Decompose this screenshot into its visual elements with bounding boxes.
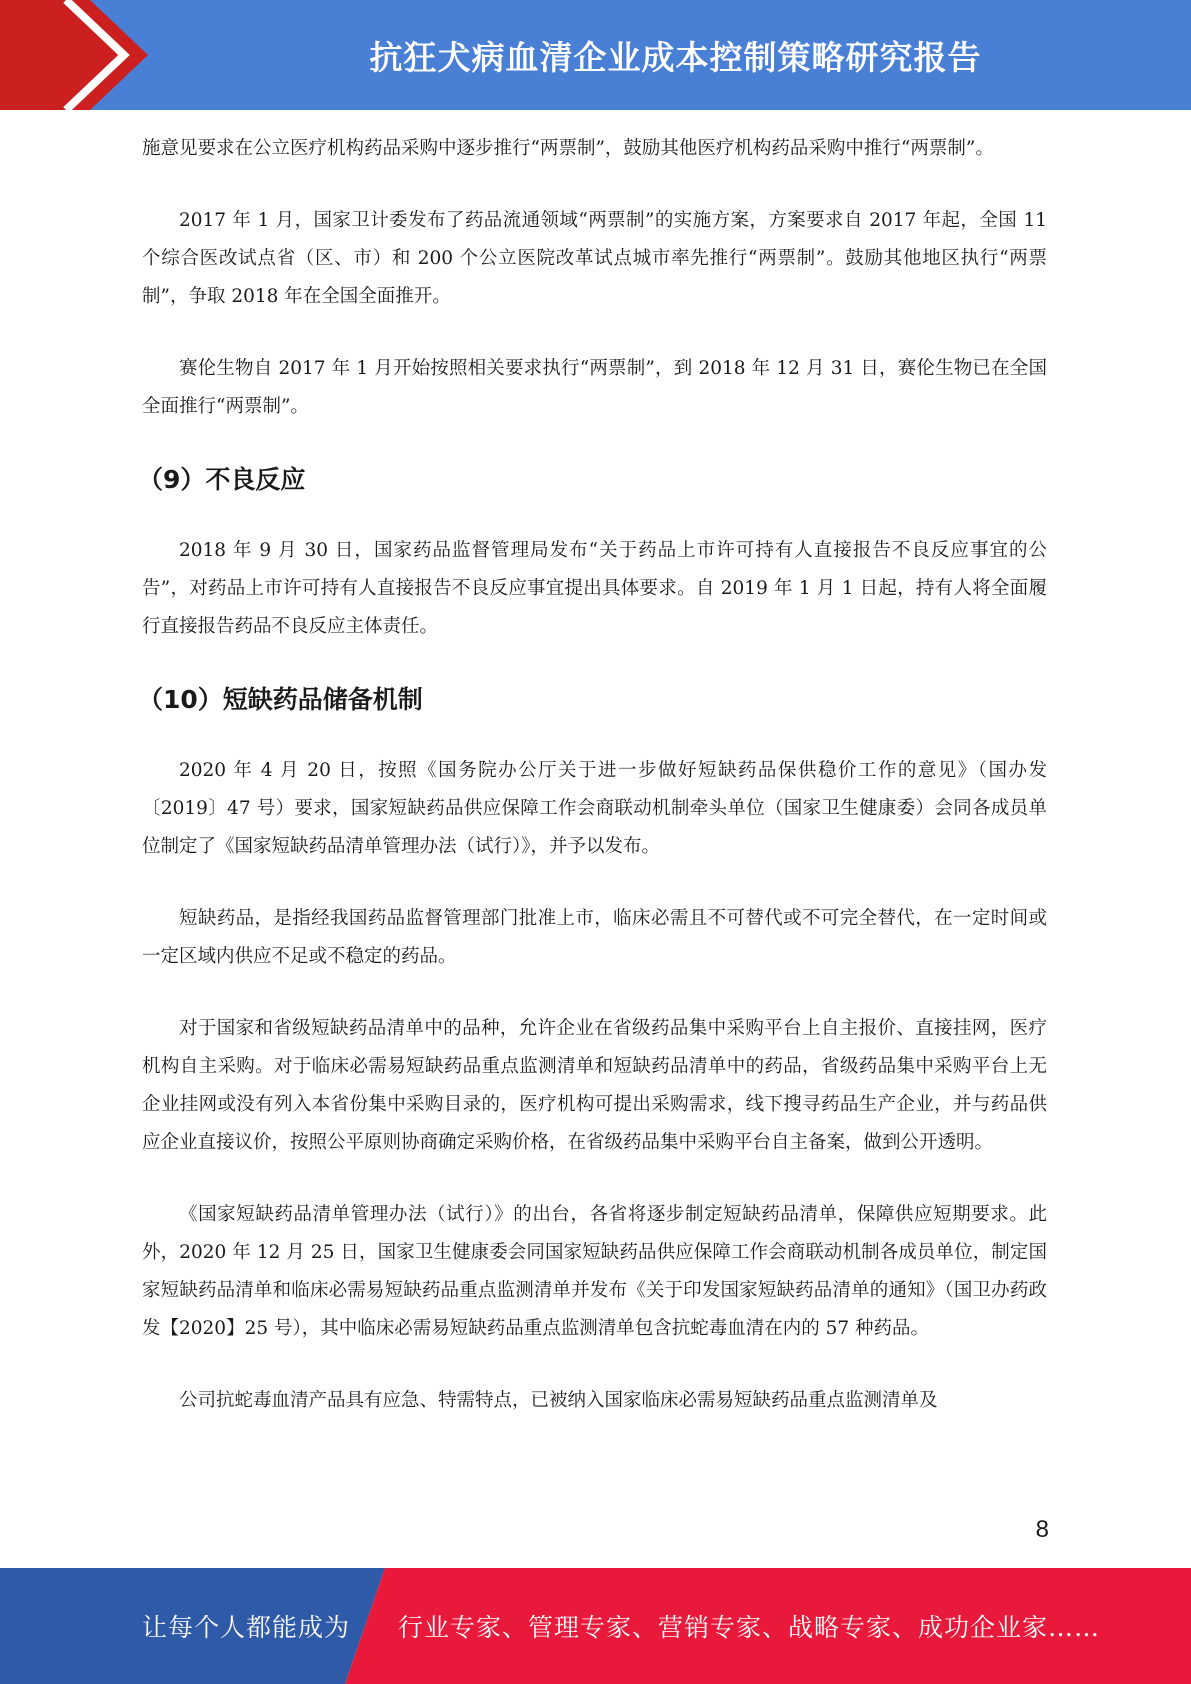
page-number: 8 <box>1035 1516 1049 1543</box>
footer-slogan-right: 行业专家、管理专家、营销专家、战略专家、成功企业家…… <box>398 1613 1101 1642</box>
document-title: 抗狂犬病血清企业成本控制策略研究报告 <box>369 37 982 77</box>
section-heading-9: （9）不良反应 <box>138 465 306 494</box>
page-header <box>0 0 1191 110</box>
document-body <box>138 130 1047 1454</box>
section-heading-10: （10）短缺药品储备机制 <box>138 685 423 714</box>
paragraph: 2020 年 4 月 20 日，按照《国务院办公厅关于进一步做好短缺药品保供稳价工作的意见》（国办发〔2019〕47 号）要求，国家短缺药品供应保障工作会商联动机制牵头单位（国家卫生健康委）会同各成员单位制定了《国家短缺药品清单管理办法（试行）》，并予以发布。 <box>142 760 1047 857</box>
footer-slogan-left: 让每个人都能成为 <box>142 1613 351 1642</box>
header-chevron-logo <box>0 0 160 110</box>
page-footer <box>0 1568 1191 1684</box>
paragraph: 赛伦生物自 2017 年 1 月开始按照相关要求执行“两票制”，到 2018 年 12 月 31 日，赛伦生物已在全国全面推行“两票制”。 <box>142 358 1047 417</box>
paragraph: 《国家短缺药品清单管理办法（试行）》的出台，各省将逐步制定短缺药品清单，保障供应短期要求。此外，2020 年 12 月 25 日，国家卫生健康委会同国家短缺药品供应保障工作会商联动机制各成员单位，制定国家短缺药品清单和临床必需易短缺药品重点监测清单并发布《关于印发国家短缺药品清单的通知》（国卫办药政发【2020】25 号），其中临床必需易短缺药品重点监测清单包含抗蛇毒血清在内的 57 种药品。 <box>142 1204 1047 1339</box>
paragraph: 公司抗蛇毒血清产品具有应急、特需特点，已被纳入国家临床必需易短缺药品重点监测清单及 <box>179 1390 938 1411</box>
paragraph: 短缺药品，是指经我国药品监督管理部门批准上市，临床必需且不可替代或不可完全替代，在一定时间或一定区域内供应不足或不稳定的药品。 <box>142 908 1047 967</box>
paragraph: 施意见要求在公立医疗机构药品采购中逐步推行“两票制”，鼓励其他医疗机构药品采购中推行“两票制”。 <box>142 138 994 159</box>
paragraph: 2018 年 9 月 30 日，国家药品监督管理局发布“关于药品上市许可持有人直接报告不良反应事宜的公告”，对药品上市许可持有人直接报告不良反应事宜提出具体要求。自 2019 年 1 月 1 日起，持有人将全面履行直接报告药品不良反应主体责任。 <box>142 540 1047 637</box>
paragraph: 对于国家和省级短缺药品清单中的品种，允许企业在省级药品集中采购平台上自主报价、直接挂网，医疗机构自主采购。对于临床必需易短缺药品重点监测清单和短缺药品清单中的药品，省级药品集中采购平台上无企业挂网或没有列入本省份集中采购目录的，医疗机构可提出采购需求，线下搜寻药品生产企业，并与药品供应企业直接议价，按照公平原则协商确定采购价格，在省级药品集中采购平台自主备案，做到公开透明。 <box>142 1018 1047 1153</box>
paragraph: 2017 年 1 月，国家卫计委发布了药品流通领域“两票制”的实施方案，方案要求自 2017 年起，全国 11 个综合医改试点省（区、市）和 200 个公立医院改革试点城市率先推行“两票制”。鼓励其他地区执行“两票制”，争取 2018 年在全国全面推开。 <box>142 210 1047 307</box>
